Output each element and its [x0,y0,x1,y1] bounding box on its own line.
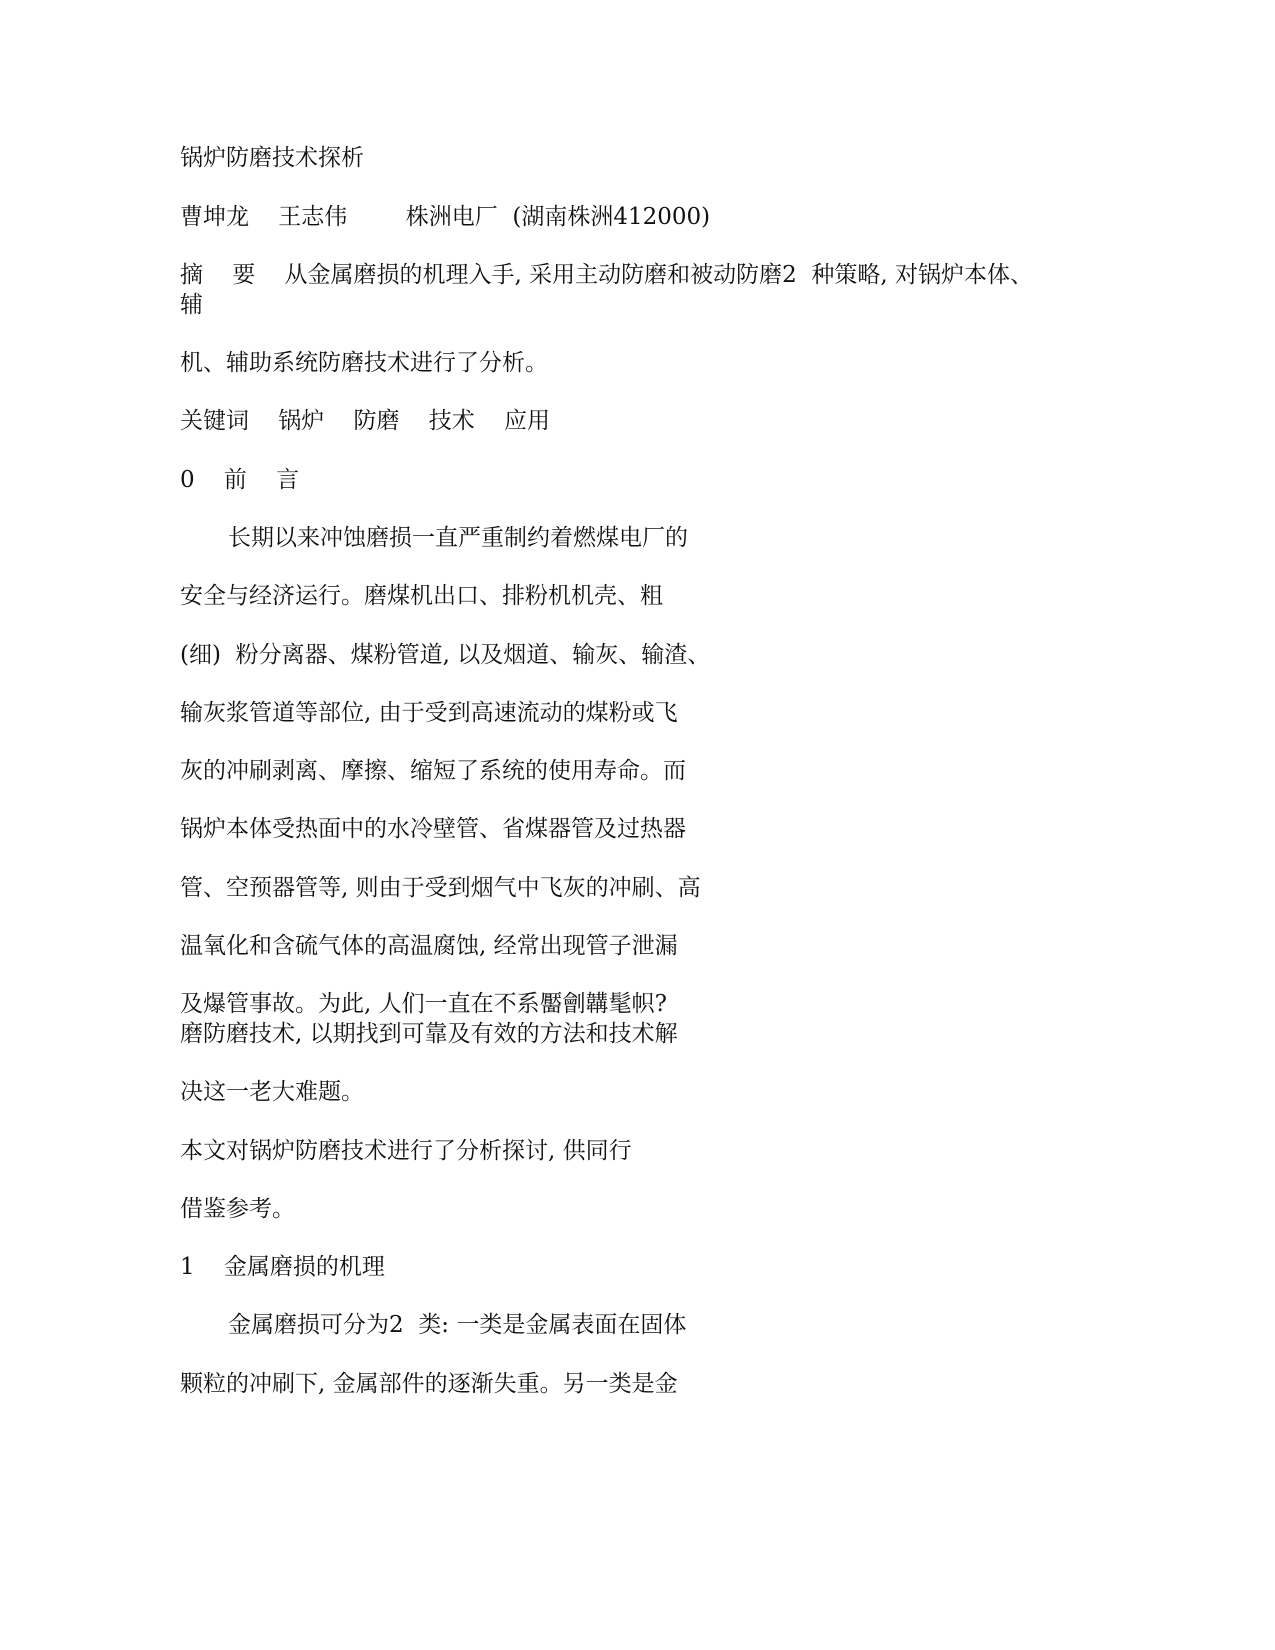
abstract-line-3: 机、辅助系统防磨技术进行了分析。 [180,350,548,376]
paragraph-line: 决这一老大难题。 [180,1079,364,1105]
authors-line: 曹坤龙 王志伟 株洲电厂 (湖南株洲412000) [180,204,711,230]
abstract-line-1: 摘 要 从金属磨损的机理入手, 采用主动防磨和被动防磨2 种策略, 对锅炉本体、 [180,262,1033,288]
paragraph-line: 输灰浆管道等部位, 由于受到高速流动的煤粉或飞 [180,700,678,726]
keywords-line: 关键词 锅炉 防磨 技术 应用 [180,408,550,434]
paragraph-line: 及爆管事故。为此, 人们一直在不系靨劊韝髦帜? [180,991,667,1017]
section-1-heading: 1 金属磨损的机理 [180,1254,385,1280]
paragraph-line: 颗粒的冲刷下, 金属部件的逐渐失重。另一类是金 [180,1371,678,1397]
section-0-heading: 0 前 言 [180,467,300,493]
paragraph-line: 借鉴参考。 [180,1196,295,1222]
document-title: 锅炉防磨技术探析 [180,145,364,171]
paragraph-line: 锅炉本体受热面中的水冷壁管、省煤器管及过热器 [180,816,686,842]
paragraph-line: (细) 粉分离器、煤粉管道, 以及烟道、输灰、输渣、 [180,642,711,668]
paragraph-line: 长期以来冲蚀磨损一直严重制约着燃煤电厂的 [228,525,688,551]
paragraph-line: 磨防磨技术, 以期找到可靠及有效的方法和技术解 [180,1021,678,1047]
paragraph-line: 管、空预器管等, 则由于受到烟气中飞灰的冲刷、高 [180,875,701,901]
paragraph-line: 安全与经济运行。磨煤机出口、排粉机机壳、粗 [180,583,663,609]
abstract-line-2: 辅 [180,292,203,318]
paragraph-line: 金属磨损可分为2 类: 一类是金属表面在固体 [228,1312,687,1338]
paragraph-line: 温氧化和含硫气体的高温腐蚀, 经常出现管子泄漏 [180,933,678,959]
paragraph-line: 本文对锅炉防磨技术进行了分析探讨, 供同行 [180,1138,632,1164]
paragraph-line: 灰的冲刷剥离、摩擦、缩短了系统的使用寿命。而 [180,758,686,784]
